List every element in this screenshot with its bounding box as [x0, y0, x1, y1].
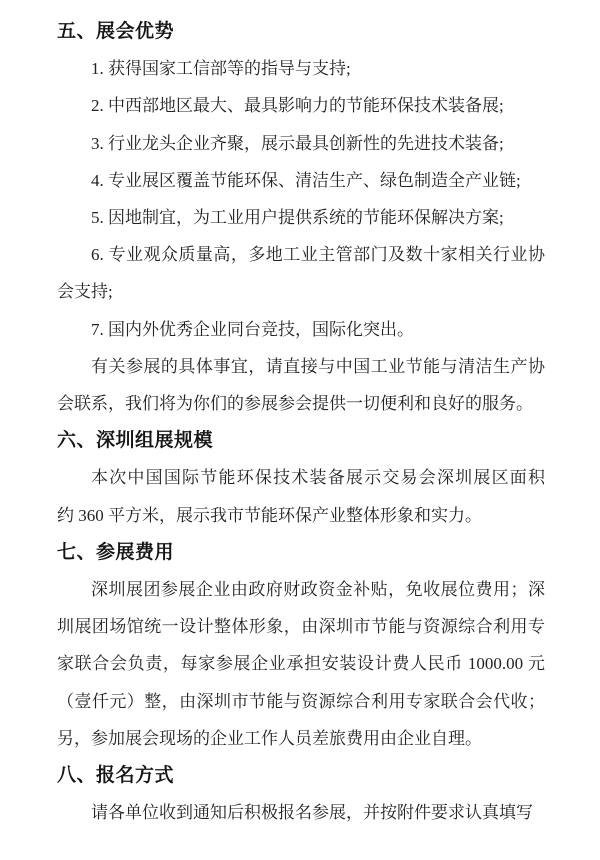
- text-line: 请各单位收到通知后积极报名参展，并按附件要求认真填写: [91, 803, 533, 823]
- text-line: 2. 中西部地区最大、最具影响力的节能环保技术装备展;: [91, 96, 504, 116]
- section-heading: 六、深圳组展规模: [57, 430, 214, 452]
- text-line: 圳展团场馆统一设计整体形象，由深圳市节能与资源综合利用专: [57, 617, 545, 637]
- text-line: （壹仟元）整，由深圳市节能与资源综合利用专家联合会代收；: [57, 691, 545, 711]
- section-heading: 五、展会优势: [57, 21, 175, 42]
- text-line: 3. 行业龙头企业齐聚，展示最具创新性的先进技术装备;: [91, 133, 504, 153]
- text-line: 6. 专业观众质量高，多地工业主管部门及数十家相关行业协: [91, 245, 545, 265]
- text-line: 家联合会负责，每家参展企业承担安装设计费人民币 1000.00 元: [57, 654, 545, 674]
- document-body: [57, 13, 545, 831]
- text-line: 约 360 平方米，展示我市节能环保产业整体形象和实力。: [57, 505, 482, 525]
- section-heading: 七、参展费用: [57, 541, 175, 563]
- text-line: 另，参加展会现场的企业工作人员差旅费用由企业自理。: [57, 728, 482, 748]
- text-line: 有关参展的具体事宜，请直接与中国工业节能与清洁生产协: [91, 356, 545, 376]
- text-line: 1. 获得国家工信部等的指导与支持;: [91, 59, 351, 79]
- text-line: 本次中国国际节能环保技术装备展示交易会深圳展区面积: [91, 468, 545, 488]
- text-line: 4. 专业展区覆盖节能环保、清洁生产、绿色制造全产业链;: [91, 170, 521, 190]
- text-line: 5. 因地制宜，为工业用户提供系统的节能环保解决方案;: [91, 208, 504, 228]
- text-line: 会联系，我们将为你们的参展参会提供一切便利和良好的服务。: [57, 394, 533, 414]
- text-line: 7. 国内外优秀企业同台竞技，国际化突出。: [91, 319, 414, 339]
- section-heading: 八、报名方式: [57, 765, 175, 787]
- text-line: 深圳展团参展企业由政府财政资金补贴，免收展位费用；深: [91, 580, 545, 600]
- text-line: 会支持;: [57, 282, 113, 302]
